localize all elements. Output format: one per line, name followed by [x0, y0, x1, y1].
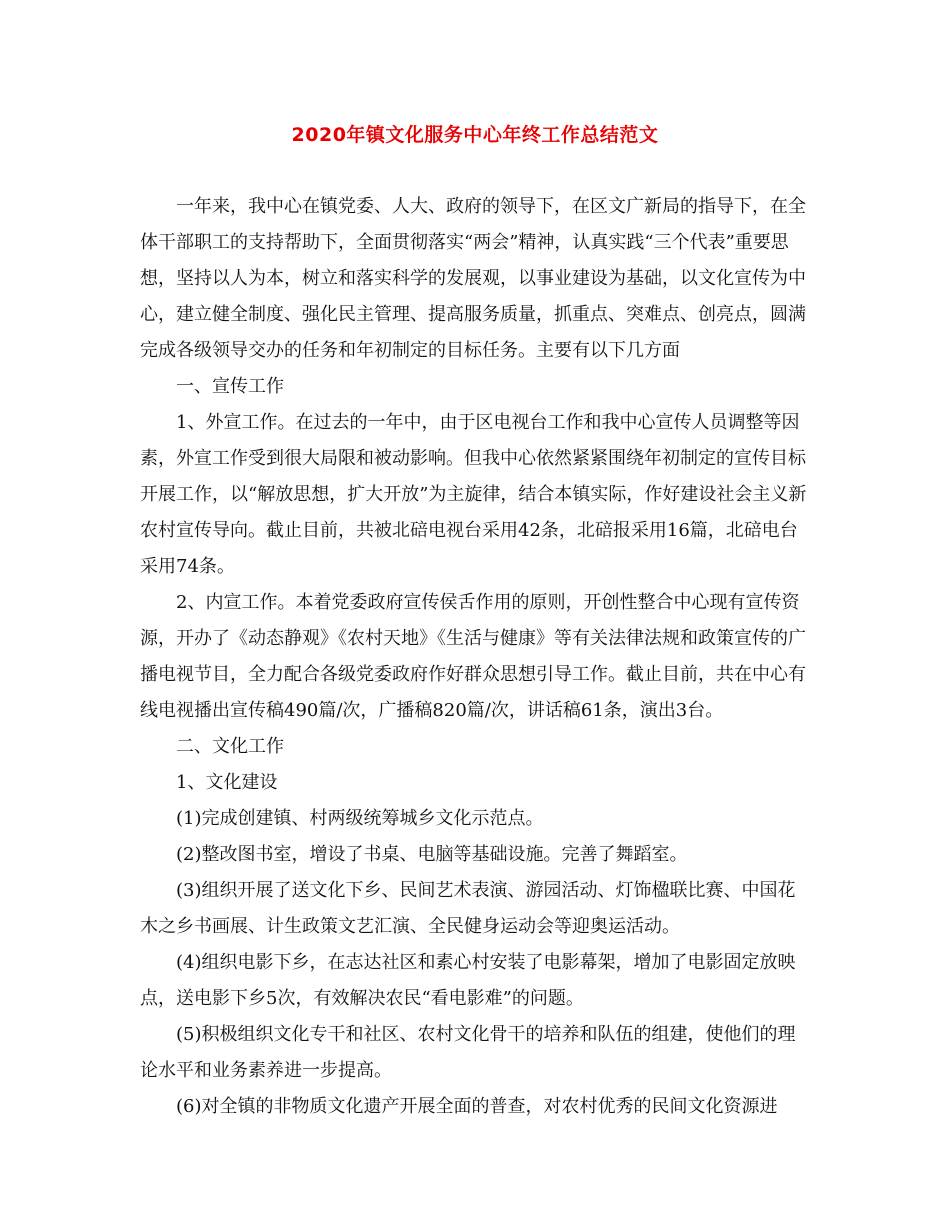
section-heading-publicity: 一、宣传工作 — [176, 376, 284, 397]
list-item-6: (6)对全镇的非物质文化遗产开展全面的普查，对农村优秀的民间文化资源进 — [176, 1096, 778, 1117]
paragraph-internal-publicity: 2、内宣工作。本着党委政府宣传侯舌作用的原则，开创性整合中心现有宣传资源，开办了《动态静观》《农村天地》《生活与健康》等有关法律法规和政策宣传的广播电视节目，全力配合各级党委政府作好群众思想引导工作。截止目前，共在中心有线电视播出宣传稿490篇/次，广播稿820篇/次，讲话稿61条，演出3台。 — [140, 592, 806, 721]
list-item-5: (5)积极组织文化专干和社区、农村文化骨干的培养和队伍的组建，使他们的理论水平和业务素养进一步提高。 — [140, 1024, 796, 1081]
paragraph-intro: 一年来，我中心在镇党委、人大、政府的领导下，在区文广新局的指导下，在全体干部职工的支持帮助下，全面贯彻落实“两会”精神，认真实践“三个代表”重要思想，坚持以人为本，树立和落实科学的发展观，以事业建设为基础，以文化宣传为中心，建立健全制度、强化民主管理、提高服务质量，抓重点、突难点、创亮点，圆满完成各级领导交办的任务和年初制定的目标任务。主要有以下几方面 — [140, 196, 806, 361]
paragraph-external-publicity: 1、外宣工作。在过去的一年中，由于区电视台工作和我中心宣传人员调整等因素，外宣工作受到很大局限和被动影响。但我中心依然紧紧围绕年初制定的宣传目标开展工作，以“解放思想，扩大开放”为主旋律，结合本镇实际，作好建设社会主义新农村宣传导向。截止目前，共被北碚电视台采用42条，北碚报采用16篇，北碚电台采用74条。 — [140, 412, 807, 577]
section-heading-culture: 二、文化工作 — [176, 736, 284, 757]
list-item-1: (1)完成创建镇、村两级统筹城乡文化示范点。 — [176, 808, 544, 829]
list-item-2: (2)整改图书室，增设了书桌、电脑等基础设施。完善了舞蹈室。 — [176, 844, 688, 865]
list-item-3: (3)组织开展了送文化下乡、民间艺术表演、游园活动、灯饰楹联比赛、中国花木之乡书画展、计生政策文艺汇演、全民健身运动会等迎奥运活动。 — [140, 880, 796, 937]
document-title: 2020年镇文化服务中心年终工作总结范文 — [291, 124, 659, 146]
list-item-4: (4)组织电影下乡，在志达社区和素心村安装了电影幕架，增加了电影固定放映点，送电影下乡5次，有效解决农民“看电影难”的问题。 — [140, 952, 796, 1009]
document-body — [140, 189, 812, 1125]
subheading-culture-building: 1、文化建设 — [176, 772, 278, 793]
